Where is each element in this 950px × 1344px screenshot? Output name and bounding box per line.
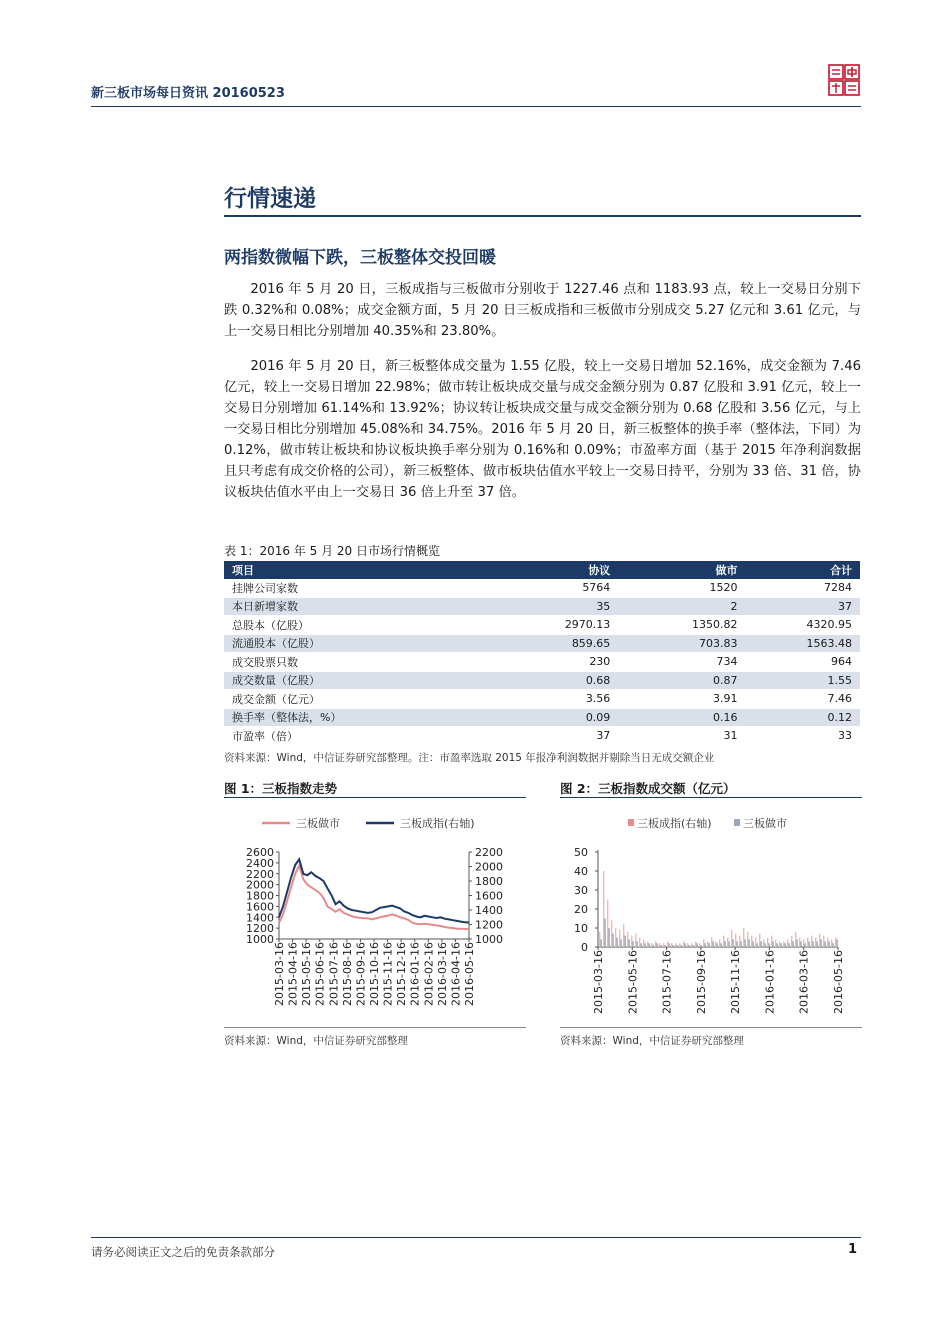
bar-composite — [619, 930, 620, 947]
figure2-source-rule — [560, 1027, 862, 1028]
bar-composite — [671, 943, 672, 947]
x-tick-label: 2015-12-16 — [395, 942, 409, 1006]
table-row — [224, 597, 860, 616]
cell-value: 0.68 — [504, 671, 618, 690]
y-tick-label: 40 — [574, 865, 588, 878]
x-tick-label: 2016-05-16 — [832, 950, 845, 1014]
figure1-source: 资料来源：Wind，中信证券研究部整理 — [224, 1035, 408, 1047]
cell-label: 挂牌公司家数 — [224, 579, 504, 597]
bar-market-making — [660, 945, 661, 947]
cell-value: 230 — [504, 653, 618, 672]
bar-composite — [767, 938, 768, 948]
bar-market-making — [784, 943, 785, 947]
bar-composite — [603, 871, 604, 947]
section-divider — [224, 215, 861, 217]
col-header-item: 项目 — [224, 561, 504, 579]
bar-market-making — [712, 941, 713, 947]
figure1-chart — [224, 800, 526, 1022]
bar-composite — [699, 943, 700, 947]
bar-composite — [747, 932, 748, 947]
bar-composite — [835, 938, 836, 948]
bar-market-making — [704, 943, 705, 947]
bar-composite — [635, 934, 636, 947]
table-row — [224, 671, 860, 690]
bar-composite — [819, 934, 820, 947]
y-right-tick-label: 1000 — [475, 933, 503, 946]
y-left-tick-label: 2400 — [246, 856, 274, 870]
y-right-tick-label: 2000 — [475, 860, 503, 874]
y-right-tick-label: 1800 — [475, 875, 503, 888]
bar-market-making — [752, 941, 753, 947]
bar-composite — [739, 936, 740, 947]
bar-market-making — [732, 939, 733, 947]
bar-market-making — [648, 943, 649, 947]
bar-market-making — [824, 941, 825, 947]
cell-value: 703.83 — [618, 634, 745, 653]
bar-composite — [751, 936, 752, 947]
cell-value: 2 — [618, 597, 745, 616]
bar-composite — [763, 939, 764, 947]
table-source-note: 资料来源：Wind，中信证券研究部整理。注：市盈率选取 2015 年报净利润数据并剔除当日无成交额企业 — [224, 752, 715, 764]
y-tick-label: 20 — [574, 903, 588, 916]
bar-market-making — [656, 943, 657, 947]
figure1-title-rule — [224, 797, 526, 798]
bar-market-making — [684, 943, 685, 947]
x-tick-label: 2016-03-16 — [797, 950, 811, 1014]
legend-swatch-market-making — [734, 819, 740, 826]
series-line-composite — [279, 859, 469, 922]
bar-market-making — [832, 943, 833, 947]
cell-value: 734 — [618, 653, 745, 672]
x-tick-label: 2015-10-16 — [368, 942, 381, 1006]
cell-value: 3.56 — [504, 690, 618, 709]
x-tick-label: 2015-05-16 — [626, 950, 640, 1014]
bar-composite — [663, 943, 664, 947]
cell-label: 总股本（亿股） — [224, 616, 504, 635]
cell-value: 31 — [618, 727, 745, 746]
figure2-chart — [560, 800, 862, 1022]
y-right-tick-label: 1600 — [475, 889, 503, 903]
bar-composite — [827, 938, 828, 948]
bar-composite — [711, 938, 712, 948]
bar-market-making — [628, 939, 629, 947]
x-tick-label: 2016-02-16 — [422, 942, 436, 1006]
cell-value: 37 — [504, 727, 618, 746]
x-tick-label: 2015-05-16 — [300, 942, 314, 1006]
table-row — [224, 579, 860, 597]
x-tick-label: 2015-11-16 — [729, 950, 743, 1014]
x-tick-label: 2015-03-16 — [273, 942, 286, 1006]
bar-composite — [667, 941, 668, 947]
cell-value: 7284 — [746, 579, 861, 597]
bar-market-making — [740, 941, 741, 947]
table-title: 表 1：2016 年 5 月 20 日市场行情概览 — [224, 544, 440, 558]
bar-market-making — [680, 945, 681, 947]
bar-market-making — [716, 943, 717, 947]
bar-market-making — [776, 943, 777, 947]
bar-market-making — [756, 943, 757, 947]
y-left-tick-label: 1400 — [246, 911, 274, 925]
cell-label: 换手率（整体法，%） — [224, 708, 504, 727]
report-header-title: 新三板市场每日资讯 20160523 — [91, 86, 285, 101]
figure1-title: 图 1：三板指数走势 — [224, 781, 338, 796]
col-header-agreement: 协议 — [504, 561, 618, 579]
bar-composite — [707, 941, 708, 947]
x-tick-label: 2015-09-16 — [694, 950, 708, 1014]
bar-composite — [727, 938, 728, 948]
cell-value: 37 — [746, 597, 861, 616]
cell-label: 成交股票只数 — [224, 653, 504, 672]
bar-market-making — [792, 941, 793, 947]
bar-composite — [643, 939, 644, 947]
bar-market-making — [768, 943, 769, 947]
bar-market-making — [808, 941, 809, 947]
bar-market-making — [708, 943, 709, 947]
bar-market-making — [772, 941, 773, 947]
bar-composite — [719, 939, 720, 947]
bar-market-making — [644, 943, 645, 947]
cell-value: 964 — [746, 653, 861, 672]
bar-composite — [831, 939, 832, 947]
y-left-tick-label: 1600 — [246, 900, 274, 914]
x-tick-label: 2015-07-16 — [327, 942, 341, 1006]
cell-label: 市盈率（倍） — [224, 727, 504, 746]
paragraph-index-summary: 2016 年 5 月 20 日，三板成指与三板做市分别收于 1227.46 点和 1183.93 点，较上一交易日分别下跌 0.32%和 0.08%；成交金额方面，5 月 20 日三板成指和三板做市分别成交 5.27 亿元和 3.61 亿元，与上一交易日相比分别增加 40.35%和 23.80%。 — [224, 282, 861, 339]
bar-market-making — [672, 945, 673, 947]
legend-label-market-making: 三板做市 — [296, 817, 340, 830]
bar-market-making — [724, 941, 725, 947]
x-tick-label: 2016-01-16 — [408, 942, 422, 1006]
bar-market-making — [664, 945, 665, 947]
x-tick-label: 2016-03-16 — [435, 942, 449, 1006]
bar-composite — [647, 941, 648, 947]
bar-composite — [611, 920, 612, 947]
legend-label-market-making: 三板做市 — [743, 817, 787, 830]
table-header-row — [224, 561, 860, 579]
y-left-tick-label: 2600 — [246, 846, 274, 859]
table-row — [224, 690, 860, 709]
bar-market-making — [636, 941, 637, 947]
cell-value: 859.65 — [504, 634, 618, 653]
x-tick-label: 2015-09-16 — [354, 942, 368, 1006]
cell-value: 33 — [746, 727, 861, 746]
bar-composite — [679, 943, 680, 947]
cell-value: 3.91 — [618, 690, 745, 709]
footer-divider — [91, 1237, 861, 1238]
bar-market-making — [700, 945, 701, 947]
bar-market-making — [676, 945, 677, 947]
bar-composite — [755, 938, 756, 948]
y-right-tick-label: 1400 — [475, 904, 503, 917]
bar-composite — [803, 939, 804, 947]
bar-composite — [683, 941, 684, 947]
table-row — [224, 653, 860, 672]
bar-composite — [799, 938, 800, 948]
cell-value: 1520 — [618, 579, 745, 597]
header-divider — [91, 106, 861, 107]
bar-composite — [759, 934, 760, 947]
bar-composite — [735, 934, 736, 947]
legend-label-composite: 三板成指(右轴) — [637, 817, 712, 830]
bar-composite — [631, 936, 632, 947]
footer-disclaimer: 请务必阅读正文之后的免责条款部分 — [91, 1245, 275, 1259]
figure2-title: 图 2：三板指数成交额（亿元） — [560, 781, 736, 796]
table-row — [224, 727, 860, 746]
cell-value: 0.16 — [618, 708, 745, 727]
bar-composite — [811, 936, 812, 947]
cell-value: 1563.48 — [746, 634, 861, 653]
legend-label-composite: 三板成指(右轴) — [400, 817, 475, 830]
figure2-title-rule — [560, 797, 862, 798]
x-tick-label: 2015-07-16 — [660, 950, 674, 1014]
paragraph-market-summary: 2016 年 5 月 20 日，新三板整体成交量为 1.55 亿股，较上一交易日增加 52.16%，成交金额为 7.46 亿元，较上一交易日增加 22.98%；做市转让板块成交量与成交金额分别为 0.87 亿股和 3.91 亿元，较上一交易日分别增加 61.14%和 13.92%；协议转让板块成交量与成交金额分别为 0.68 亿股和 3.56 亿元，与上一交易日相比分别增加 45.08%和 34.75%。2016 年 5 月 20 日，新三板整体的换手率（整体法，下同）为 0.12%，做市转让板块和协议板块换手率分别为 0.16%和 0.09%；市盈率方面（基于 2015 年净利润数据且只考虑有成交价格的公司），新三板整体、做市板块估值水平较上一交易日持平，分别为 33 倍、31 倍，协议板块估值水平由上一交易日 36 倍上升至 37 倍。 — [224, 359, 862, 500]
bar-composite — [695, 941, 696, 947]
bar-market-making — [668, 943, 669, 947]
bar-composite — [651, 943, 652, 947]
bar-composite — [687, 943, 688, 947]
bar-market-making — [608, 928, 609, 947]
bar-composite — [623, 924, 624, 947]
table-row — [224, 634, 860, 653]
cell-value: 0.87 — [618, 671, 745, 690]
bar-market-making — [612, 934, 613, 947]
bar-market-making — [696, 943, 697, 947]
bar-market-making — [748, 939, 749, 947]
x-tick-label: 2015-11-16 — [381, 942, 395, 1006]
bar-composite — [823, 936, 824, 947]
bar-composite — [791, 936, 792, 947]
bar-composite — [599, 932, 600, 947]
bar-composite — [795, 932, 796, 947]
bar-composite — [627, 932, 628, 947]
bar-market-making — [624, 936, 625, 947]
y-left-tick-label: 1800 — [246, 889, 274, 903]
bar-market-making — [812, 941, 813, 947]
bar-composite — [731, 930, 732, 947]
bar-composite — [715, 941, 716, 947]
bar-market-making — [692, 945, 693, 947]
bar-market-making — [760, 941, 761, 947]
col-header-market-making: 做市 — [618, 561, 745, 579]
y-tick-label: 50 — [574, 846, 588, 859]
bar-market-making — [788, 943, 789, 947]
bar-composite — [743, 928, 744, 947]
col-header-total: 合计 — [746, 561, 861, 579]
bar-composite — [775, 939, 776, 947]
bar-market-making — [796, 939, 797, 947]
cell-value: 7.46 — [746, 690, 861, 709]
subsection-title: 两指数微幅下跌，三板整体交投回暖 — [224, 248, 496, 268]
bar-market-making — [736, 941, 737, 947]
bar-market-making — [616, 938, 617, 948]
x-tick-label: 2016-01-16 — [763, 950, 777, 1014]
bar-composite — [615, 928, 616, 947]
bar-market-making — [780, 943, 781, 947]
cell-value: 1350.82 — [618, 616, 745, 635]
bar-market-making — [764, 943, 765, 947]
bar-market-making — [744, 939, 745, 947]
bar-composite — [675, 943, 676, 947]
bar-composite — [691, 943, 692, 947]
bar-market-making — [632, 941, 633, 947]
bar-market-making — [836, 939, 837, 947]
table-row — [224, 616, 860, 635]
bar-composite — [779, 941, 780, 947]
x-tick-label: 2015-06-16 — [313, 942, 327, 1006]
y-left-tick-label: 1200 — [246, 922, 274, 936]
y-tick-label: 0 — [581, 941, 588, 954]
bar-market-making — [652, 945, 653, 947]
bar-composite — [703, 939, 704, 947]
y-right-tick-label: 1200 — [475, 918, 503, 932]
section-title: 行情速递 — [224, 186, 316, 212]
citic-logo — [828, 64, 860, 96]
bar-composite — [655, 941, 656, 947]
bar-market-making — [804, 943, 805, 947]
table-row — [224, 708, 860, 727]
cell-value: 2970.13 — [504, 616, 618, 635]
bar-market-making — [828, 941, 829, 947]
bar-composite — [607, 900, 608, 948]
cell-value: 0.09 — [504, 708, 618, 727]
figure2-source: 资料来源：Wind，中信证券研究部整理 — [560, 1035, 744, 1047]
cell-label: 成交金额（亿元） — [224, 690, 504, 709]
bar-market-making — [800, 941, 801, 947]
bar-composite — [771, 936, 772, 947]
legend-swatch-composite — [628, 819, 634, 826]
page-number: 1 — [848, 1242, 858, 1257]
y-right-tick-label: 2200 — [475, 846, 503, 859]
market-overview-table — [224, 561, 860, 746]
bar-composite — [807, 938, 808, 948]
x-tick-label: 2015-04-16 — [286, 942, 300, 1006]
bar-composite — [639, 938, 640, 948]
cell-value: 0.12 — [746, 708, 861, 727]
cell-label: 本日新增家数 — [224, 597, 504, 616]
cell-value: 1.55 — [746, 671, 861, 690]
bar-market-making — [620, 939, 621, 947]
cell-value: 4320.95 — [746, 616, 861, 635]
bar-market-making — [688, 945, 689, 947]
x-tick-label: 2016-05-16 — [463, 942, 476, 1006]
x-tick-label: 2016-04-16 — [449, 942, 463, 1006]
figure1-source-rule — [224, 1027, 526, 1028]
bar-market-making — [720, 943, 721, 947]
cell-label: 成交数量（亿股） — [224, 671, 504, 690]
bar-market-making — [816, 941, 817, 947]
bar-composite — [659, 943, 660, 947]
bar-composite — [723, 936, 724, 947]
x-tick-label: 2015-08-16 — [340, 942, 354, 1006]
cell-value: 35 — [504, 597, 618, 616]
bar-market-making — [604, 919, 605, 948]
bar-market-making — [820, 939, 821, 947]
y-left-tick-label: 2200 — [246, 867, 274, 881]
y-tick-label: 10 — [574, 922, 588, 935]
bar-market-making — [728, 941, 729, 947]
cell-label: 流通股本（亿股） — [224, 634, 504, 653]
cell-value: 5764 — [504, 579, 618, 597]
bar-market-making — [640, 943, 641, 947]
bar-market-making — [600, 939, 601, 947]
y-left-tick-label: 1000 — [246, 933, 274, 946]
bar-composite — [815, 938, 816, 948]
y-left-tick-label: 2000 — [246, 878, 274, 892]
y-tick-label: 30 — [574, 884, 588, 897]
x-tick-label: 2015-03-16 — [592, 950, 605, 1014]
bar-composite — [783, 941, 784, 947]
bar-composite — [787, 939, 788, 947]
